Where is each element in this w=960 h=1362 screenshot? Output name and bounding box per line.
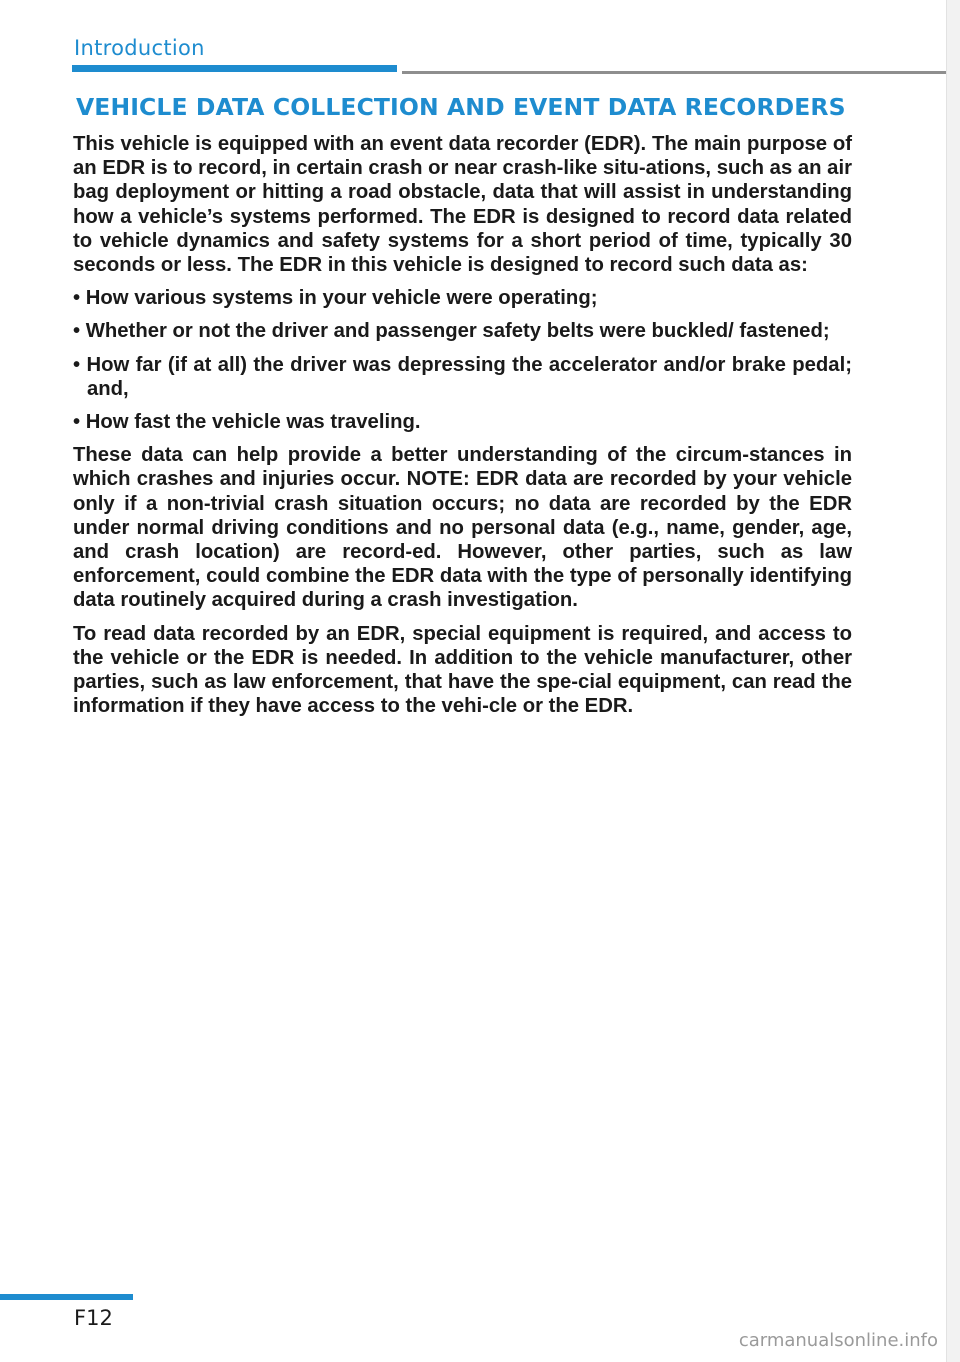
note-paragraph: These data can help provide a better understanding of the circum-stances in which crashes and injuries occur. NOTE: EDR data are recorded by your vehicle only if a non-trivial crash situation occurs; no data are recorded by the EDR under normal driving conditions and no personal data (e.g., name, gender, age, and crash location) are record-ed. However, other parties, such as law enforcement, could combine the EDR data with the type of personally identifying data routinely acquired during a crash investigation. xyxy=(73,444,852,612)
list-item: • How far (if at all) the driver was depressing the accelerator and/or brake pedal; and, xyxy=(73,353,852,401)
intro-paragraph: This vehicle is equipped with an event data recorder (EDR). The main purpose of an EDR is to record, in certain crash or near crash-like situ-ations, such as an air bag deployment or hitting a road obstacle, data that will assist in understanding how a vehicle’s systems performed. The EDR is designed to record data related to vehicle dynamics and safety systems for a short period of time, typically 30 seconds or less. The EDR in this vehicle is designed to record such data as: xyxy=(73,133,852,277)
footer-rule xyxy=(0,1294,133,1300)
watermark: carmanualsonline.info xyxy=(738,1330,938,1351)
recorded-data-list xyxy=(73,286,852,434)
body-text xyxy=(73,132,852,727)
page-edge-strip xyxy=(946,0,960,1362)
page-title: VEHICLE DATA COLLECTION AND EVENT DATA RECORDERS xyxy=(76,93,846,121)
section-label: Introduction xyxy=(74,36,205,60)
header-rule-accent xyxy=(72,65,397,72)
list-item: • How various systems in your vehicle were operating; xyxy=(73,286,852,310)
access-paragraph: To read data recorded by an EDR, special equipment is required, and access to the vehicle or the EDR is needed. In addition to the vehicle manufacturer, other parties, such as law enforcement, that have the spe-cial equipment, can read the information if they have access to the vehi-cle or the EDR. xyxy=(73,622,852,718)
list-item: • How fast the vehicle was traveling. xyxy=(73,410,852,434)
header-rule xyxy=(402,71,946,74)
list-item: • Whether or not the driver and passenger safety belts were buckled/ fastened; xyxy=(73,319,852,343)
page-number: F12 xyxy=(74,1306,113,1330)
